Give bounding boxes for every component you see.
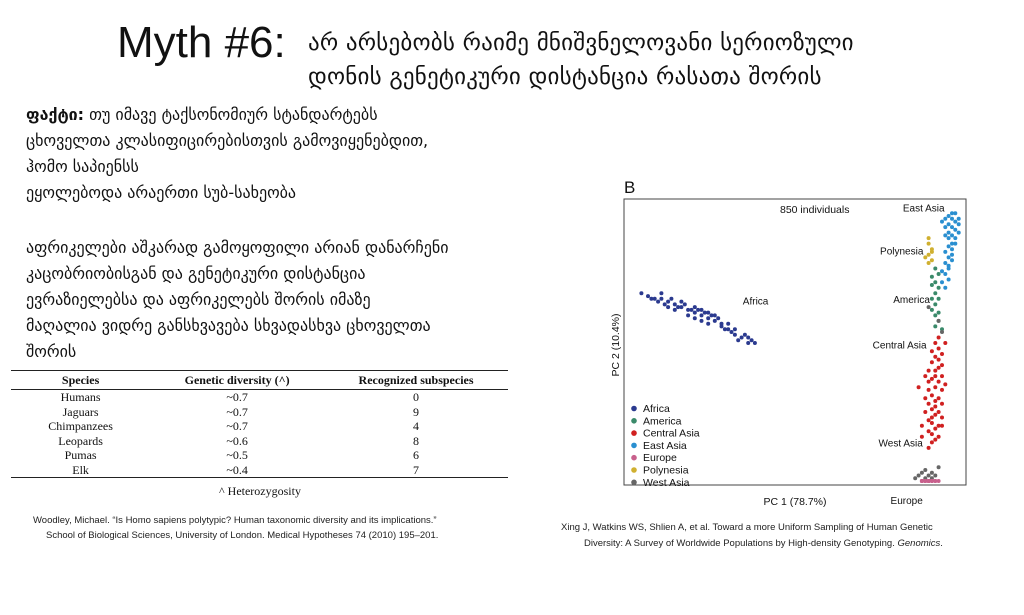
point-africa <box>733 333 737 337</box>
point-africa <box>646 294 650 298</box>
point-central-asia <box>937 366 941 370</box>
table-row <box>11 405 508 420</box>
point-east-asia <box>957 231 961 235</box>
point-east-asia <box>953 242 957 246</box>
point-africa <box>720 322 724 326</box>
legend-label-central-asia: Central Asia <box>643 427 700 440</box>
point-east-asia <box>947 214 951 218</box>
point-east-asia <box>943 286 947 290</box>
point-europe <box>937 479 941 483</box>
cell-subspecies: 0 <box>413 390 420 404</box>
point-central-asia <box>940 352 944 356</box>
legend-marker-central-asia <box>631 430 637 436</box>
point-africa <box>713 319 717 323</box>
point-central-asia <box>930 377 934 381</box>
fact-label: ფაქტი: <box>26 105 85 124</box>
point-africa <box>676 305 680 309</box>
panel-label: B <box>624 178 636 197</box>
point-africa <box>746 341 750 345</box>
point-africa <box>706 322 710 326</box>
point-central-asia <box>930 393 934 397</box>
slide-title-line-2: დონის გენეტიკური დისტანცია რასათა შორის <box>308 64 822 90</box>
citation-left-line-1: Woodley, Michael. “Is Homo sapiens polytypic? Human taxonomic diversity and its implications.” <box>33 515 437 526</box>
legend-marker-america <box>631 418 637 424</box>
point-east-asia <box>940 220 944 224</box>
cell-diversity: ~0.7 <box>226 404 248 419</box>
point-central-asia <box>933 405 937 409</box>
point-polynesia <box>927 261 931 265</box>
point-africa <box>690 308 694 312</box>
cluster-labels <box>743 203 945 507</box>
point-east-asia <box>953 220 957 224</box>
cell-diversity: ~0.7 <box>226 390 248 404</box>
point-central-asia <box>937 396 941 400</box>
point-central-asia <box>937 358 941 362</box>
point-central-asia <box>940 402 944 406</box>
myth-label: Myth #6: <box>117 18 286 67</box>
point-east-asia <box>943 261 947 265</box>
point-africa <box>679 300 683 304</box>
point-africa <box>706 311 710 315</box>
point-america <box>937 297 941 301</box>
cell-species: Pumas <box>64 448 97 462</box>
cell-species: Humans <box>60 390 101 404</box>
point-africa <box>730 330 734 334</box>
point-central-asia <box>940 416 944 420</box>
point-central-asia <box>940 374 944 378</box>
para2-line-3: ევრაზიელებსა და აფრიკელებს შორის იმაზე <box>26 290 371 309</box>
point-africa <box>716 316 720 320</box>
point-polynesia <box>927 242 931 246</box>
pca-scatter-plot <box>600 175 980 510</box>
point-africa <box>673 308 677 312</box>
point-central-asia <box>937 380 941 384</box>
point-africa <box>686 313 690 317</box>
point-central-asia <box>923 374 927 378</box>
fact-text-1: თუ იმავე ტაქსონომიურ სტანდარტებს <box>84 105 378 124</box>
point-west-asia <box>917 474 921 478</box>
point-america <box>937 272 941 276</box>
point-africa <box>659 291 663 295</box>
legend-label-east-asia: East Asia <box>643 439 687 452</box>
point-west-asia <box>923 468 927 472</box>
fact-line-3: ჰომო საპიენსს <box>26 157 139 176</box>
point-central-asia <box>920 424 924 428</box>
cell-subspecies: 7 <box>324 463 508 478</box>
table-row <box>11 390 508 405</box>
point-east-asia <box>947 244 951 248</box>
point-africa <box>750 338 754 342</box>
point-africa <box>649 297 653 301</box>
cell-species: Leopards <box>58 433 103 448</box>
cell-species: Elk <box>11 463 150 478</box>
point-central-asia <box>933 385 937 389</box>
point-east-asia <box>943 250 947 254</box>
point-west-asia <box>920 471 924 475</box>
point-polynesia <box>927 236 931 240</box>
point-east-asia <box>957 217 961 221</box>
point-africa <box>733 327 737 331</box>
point-africa <box>683 302 687 306</box>
point-africa <box>713 313 717 317</box>
point-east-asia <box>957 222 961 226</box>
point-europe <box>920 479 924 483</box>
point-east-asia <box>950 217 954 221</box>
point-polynesia <box>927 253 931 257</box>
point-central-asia <box>923 410 927 414</box>
point-east-asia <box>950 253 954 257</box>
col-header-species: Species <box>11 371 150 390</box>
point-america <box>930 308 934 312</box>
point-east-asia <box>950 258 954 262</box>
point-east-asia <box>947 278 951 282</box>
point-west-asia <box>940 330 944 334</box>
col-header-subspecies: Recognized subspecies <box>324 371 508 390</box>
point-central-asia <box>927 388 931 392</box>
point-west-asia <box>930 471 934 475</box>
point-central-asia <box>917 385 921 389</box>
point-america <box>933 324 937 328</box>
cluster-label-west-asia: West Asia <box>878 438 923 450</box>
point-africa <box>639 291 643 295</box>
point-polynesia <box>930 250 934 254</box>
point-africa <box>706 316 710 320</box>
point-central-asia <box>933 399 937 403</box>
x-axis-label: PC 1 (78.7%) <box>763 496 827 508</box>
point-africa <box>693 305 697 309</box>
fact-line-2: ცხოველთა კლასიფიცირებისთვის გამოვიყენებდით, <box>26 131 429 150</box>
table-row <box>11 463 508 478</box>
point-africa <box>723 327 727 331</box>
point-central-asia <box>927 418 931 422</box>
point-central-asia <box>930 349 934 353</box>
point-east-asia <box>947 236 951 240</box>
cell-diversity: ~0.6 <box>226 433 248 448</box>
point-central-asia <box>930 432 934 436</box>
point-central-asia <box>923 396 927 400</box>
point-america <box>930 275 934 279</box>
point-east-asia <box>940 269 944 273</box>
point-africa <box>736 338 740 342</box>
point-west-asia <box>913 476 917 480</box>
legend-marker-west-asia <box>631 480 637 486</box>
point-africa <box>700 319 704 323</box>
point-east-asia <box>943 217 947 221</box>
legend-marker-europe <box>631 455 637 461</box>
point-east-asia <box>947 222 951 226</box>
point-polynesia <box>930 258 934 262</box>
citation-left-line-2: School of Biological Sciences, University of London. Medical Hypotheses 74 (2010) 195–201. <box>46 530 439 541</box>
point-central-asia <box>927 429 931 433</box>
legend-label-africa: Africa <box>643 403 670 415</box>
legend-label-europe: Europe <box>643 452 677 465</box>
col-header-diversity: Genetic diversity (^) <box>150 371 324 390</box>
point-america <box>937 286 941 290</box>
point-africa <box>700 308 704 312</box>
cell-subspecies: 8 <box>413 433 420 448</box>
point-africa <box>693 311 697 315</box>
point-america <box>933 291 937 295</box>
point-central-asia <box>927 446 931 450</box>
cell-diversity: ~0.7 <box>226 419 248 433</box>
point-america <box>930 283 934 287</box>
cell-subspecies: 6 <box>413 448 420 462</box>
citation-right-end: . <box>940 538 943 549</box>
point-africa <box>700 313 704 317</box>
point-central-asia <box>927 380 931 384</box>
point-america <box>937 311 941 315</box>
point-west-asia <box>927 474 931 478</box>
point-america <box>933 313 937 317</box>
point-central-asia <box>933 374 937 378</box>
point-east-asia <box>943 225 947 229</box>
point-east-asia <box>947 231 951 235</box>
point-africa <box>669 297 673 301</box>
point-central-asia <box>937 336 941 340</box>
table-row <box>11 434 508 449</box>
point-central-asia <box>943 382 947 386</box>
point-europe <box>927 479 931 483</box>
para2-line-5: შორის <box>26 342 77 361</box>
point-central-asia <box>930 440 934 444</box>
point-central-asia <box>933 427 937 431</box>
point-central-asia <box>940 424 944 428</box>
cell-diversity: ~0.4 <box>150 463 324 478</box>
fact-line-4: ეყოლებოდა არაერთი სუბ-სახეობა <box>26 183 297 202</box>
legend-label-west-asia: West Asia <box>643 476 690 489</box>
point-africa <box>666 300 670 304</box>
legend-label-america: America <box>643 415 682 428</box>
point-central-asia <box>927 369 931 373</box>
cell-subspecies: 9 <box>413 404 420 419</box>
point-africa <box>746 336 750 340</box>
legend-marker-africa <box>631 406 637 412</box>
point-central-asia <box>930 360 934 364</box>
point-africa <box>753 341 757 345</box>
point-central-asia <box>927 402 931 406</box>
point-east-asia <box>953 211 957 215</box>
point-central-asia <box>933 413 937 417</box>
point-central-asia <box>940 363 944 367</box>
cell-species: Jaguars <box>62 404 99 419</box>
y-axis-label: PC 2 (10.4%) <box>610 313 622 377</box>
point-africa <box>663 302 667 306</box>
cluster-label-east-asia: East Asia <box>902 203 945 215</box>
slide-title-line-1: არ არსებობს რაიმე მნიშვნელოვანი სერიოზული <box>308 30 854 56</box>
point-central-asia <box>943 341 947 345</box>
fact-line-1 <box>26 105 378 124</box>
point-africa <box>743 333 747 337</box>
citation-journal: Genomics <box>897 538 941 549</box>
cell-species: Chimpanzees <box>48 419 113 433</box>
point-america <box>930 297 934 301</box>
point-east-asia <box>943 233 947 237</box>
point-america <box>933 302 937 306</box>
point-africa <box>740 336 744 340</box>
legend-label-polynesia: Polynesia <box>643 464 689 477</box>
point-central-asia <box>937 435 941 439</box>
point-east-asia <box>943 272 947 276</box>
legend-marker-east-asia <box>631 443 637 449</box>
point-africa <box>659 297 663 301</box>
point-central-asia <box>930 416 934 420</box>
point-east-asia <box>950 247 954 251</box>
citation-right-line-2 <box>584 538 943 549</box>
point-africa <box>726 322 730 326</box>
table-row <box>11 419 508 434</box>
table-footnote: ^ Heterozygosity <box>219 484 301 498</box>
point-america <box>933 267 937 271</box>
cluster-label-polynesia: Polynesia <box>880 246 924 258</box>
point-east-asia <box>950 225 954 229</box>
point-central-asia <box>933 369 937 373</box>
legend <box>631 403 700 489</box>
point-africa <box>656 300 660 304</box>
cluster-label-america: America <box>893 295 930 306</box>
point-central-asia <box>937 347 941 351</box>
subspecies-table <box>11 370 508 478</box>
point-east-asia <box>953 236 957 240</box>
point-west-asia <box>933 474 937 478</box>
citation-right-line-1: Xing J, Watkins WS, Shlien A, et al. Toward a more Uniform Sampling of Human Genetic <box>561 522 933 533</box>
cell-subspecies: 4 <box>413 419 420 433</box>
cluster-label-africa: Africa <box>742 296 769 308</box>
point-central-asia <box>937 410 941 414</box>
point-africa <box>666 305 670 309</box>
point-east-asia <box>947 255 951 259</box>
cell-diversity: ~0.5 <box>226 448 248 462</box>
point-east-asia <box>940 280 944 284</box>
point-america <box>933 280 937 284</box>
point-central-asia <box>933 355 937 359</box>
para2-line-1: აფრიკელები აშკარად გამოყოფილი არიან დანარჩენი <box>26 238 449 257</box>
para2-line-4: მაღალია ვიდრე განსხვავება სხვადასხვა ცხოველთა <box>26 316 431 335</box>
point-east-asia <box>950 233 954 237</box>
point-east-asia <box>947 264 951 268</box>
point-central-asia <box>930 407 934 411</box>
cluster-label-central-asia: Central Asia <box>872 340 927 352</box>
point-west-asia <box>937 319 941 323</box>
point-central-asia <box>933 341 937 345</box>
table-row <box>11 448 508 463</box>
point-central-asia <box>940 388 944 392</box>
citation-right-text: Diversity: A Survey of Worldwide Populations by High-density Genotyping. <box>584 538 898 549</box>
point-central-asia <box>930 421 934 425</box>
point-central-asia <box>933 438 937 442</box>
para2-line-2: კაცობრიობისგან და გენეტიკური დისტანცია <box>26 264 366 283</box>
point-east-asia <box>953 228 957 232</box>
table-header-row <box>11 371 508 390</box>
cluster-label-europe: Europe <box>890 496 923 508</box>
point-africa <box>693 316 697 320</box>
annotation-individuals: 850 individuals <box>780 204 850 216</box>
point-africa <box>673 302 677 306</box>
point-polynesia <box>923 255 927 259</box>
legend-marker-polynesia <box>631 467 637 473</box>
point-west-asia <box>937 465 941 469</box>
